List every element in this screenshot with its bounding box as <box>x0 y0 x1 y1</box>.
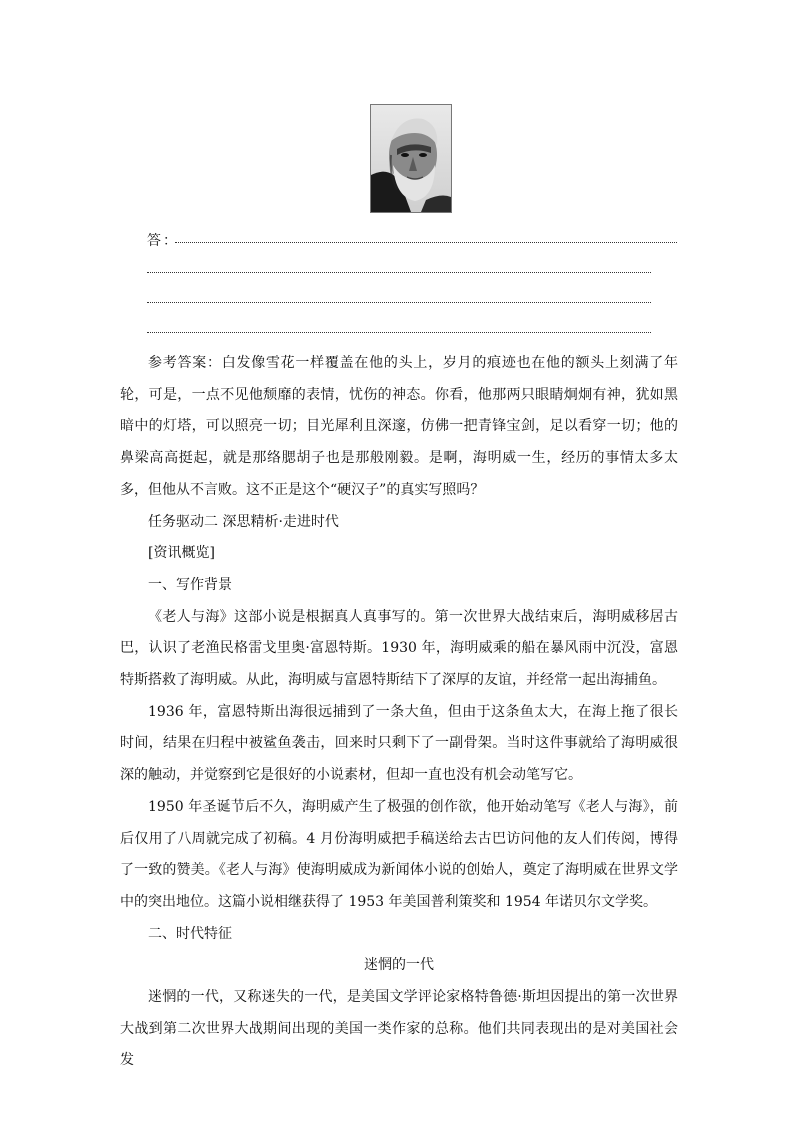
section2-subtitle: 迷惘的一代 <box>364 957 434 974</box>
document-body <box>120 348 678 1077</box>
answer-line-2 <box>147 258 677 288</box>
answer-label: 答： <box>147 233 179 249</box>
answer-line-4 <box>147 318 677 348</box>
answer-line-1 <box>147 228 677 258</box>
reference-answer: 参考答案：白发像雪花一样覆盖在他的头上，岁月的痕迹也在他的额头上刻满了年轮，可是，一点不见他颓靡的表情，忧伤的神态。你看，他那两只眼睛炯炯有神，犹如黑暗中的灯塔，可以照亮一切；目光犀利且深邃，仿佛一把青锋宝剑，足以看穿一切；他的鼻梁高高挺起，就是那络腮胡子也是那般刚毅。是啊，海明威一生，经历的事情太多太多，但他从不言败。这不正是这个“硬汉子”的真实写照吗？ <box>120 355 678 498</box>
section1-title: 一、写作背景 <box>148 576 232 593</box>
section2-title: 二、时代特征 <box>148 925 232 942</box>
dotted-line <box>175 242 677 243</box>
dotted-line <box>147 302 651 303</box>
section1-paragraph-3: 1950 年圣诞节后不久，海明威产生了极强的创作欲，他开始动笔写《老人与海》，前后仅用了八周就完成了初稿。4 月份海明威把手稿送给去古巴访问他的友人们传阅，博得了一致的赞美。《老人与海》使海明威成为新闻体小说的创始人，奠定了海明威在世界文学中的突出地位。这篇小说相继获得了 1953 年美国普利策奖和 1954 年诺贝尔文学奖。 <box>120 798 678 910</box>
section1-paragraph-1: 《老人与海》这部小说是根据真人真事写的。第一次世界大战结束后，海明威移居古巴，认识了老渔民格雷戈里奥·富恩特斯。1930 年，海明威乘的船在暴风雨中沉没，富恩特斯搭救了海明威。从此，海明威与富恩特斯结下了深厚的友谊，并经常一起出海捕鱼。 <box>120 608 678 689</box>
dotted-line <box>147 272 651 273</box>
info-overview: [资讯概览] <box>148 545 215 562</box>
dotted-line <box>147 332 651 333</box>
section2-paragraph: 迷惘的一代，又称迷失的一代，是美国文学评论家格特鲁德·斯坦因提出的第一次世界大战到第二次世界大战期间出现的美国一类作家的总称。他们共同表现出的是对美国社会发 <box>120 989 678 1069</box>
hemingway-portrait-image <box>370 104 452 213</box>
section1-paragraph-2: 1936 年，富恩特斯出海很远捕到了一条大鱼，但由于这条鱼太大，在海上拖了很长时间，结果在归程中被鲨鱼袭击，回来时只剩下了一副骨架。当时这件事就给了海明威很深的触动，并觉察到它是很好的小说素材，但却一直也没有机会动笔写它。 <box>120 703 678 784</box>
answer-line-3 <box>147 288 677 318</box>
answer-lines <box>147 228 677 348</box>
task-heading: 任务驱动二 深思精析·走进时代 <box>148 513 339 530</box>
